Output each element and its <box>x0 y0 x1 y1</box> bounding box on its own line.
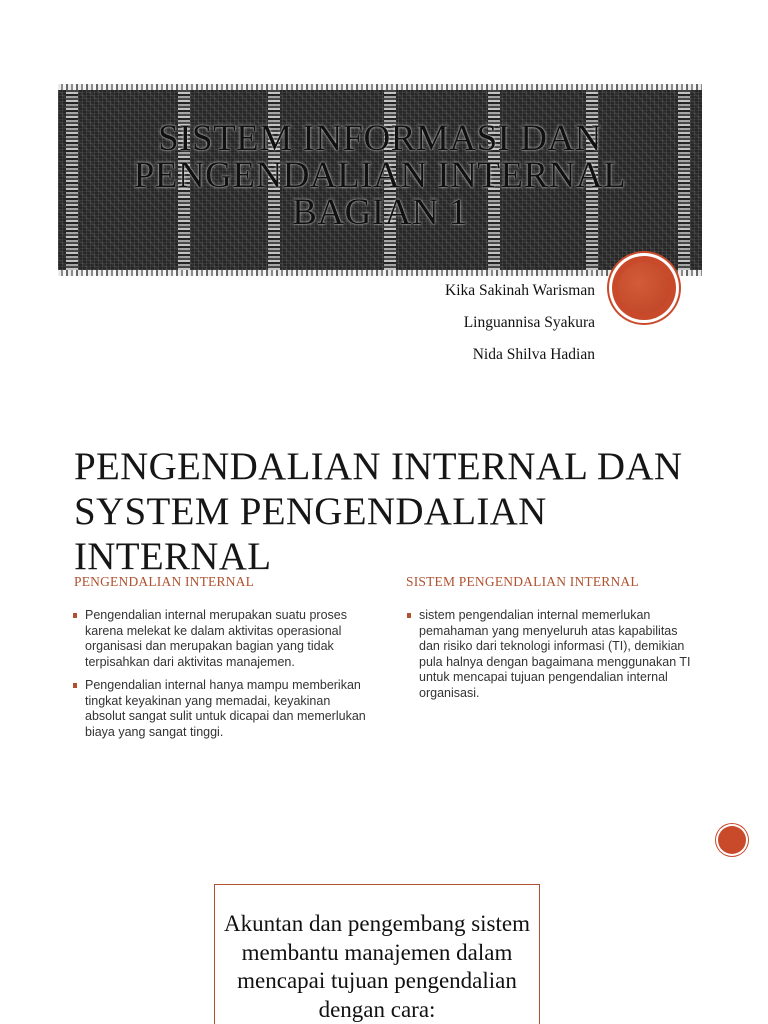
title-banner <box>58 84 702 276</box>
bullet-list-left <box>72 608 372 748</box>
author-list <box>445 281 595 377</box>
text-box <box>214 884 540 1024</box>
bullet-item: sistem pengendalian internal memerlukan pemahaman yang menyeluruh atas kapabilitas dan risiko dari teknologi informasi (TI), demikian pula halnya dengan bagaimana menggunakan TI untuk mencapai tujuan pengendalian internal organisasi. <box>406 608 701 701</box>
column-heading-left: PENGENDALIAN INTERNAL <box>74 574 255 589</box>
slide-pengendalian <box>0 400 768 860</box>
slide-akuntan <box>0 860 768 1024</box>
slide-heading: PENGENDALIAN INTERNAL DAN SYSTEM PENGENDALIAN INTERNAL <box>74 445 683 578</box>
author-name: Nida Shilva Hadian <box>472 346 595 363</box>
bullet-item: Pengendalian internal hanya mampu memberikan tingkat keyakinan yang memadai, keyakinan absolut sangat sulit untuk dicapai dan memerlukan biaya yang sangat tinggi. <box>72 678 372 740</box>
decorative-circle <box>612 256 676 320</box>
bullet-item: Pengendalian internal merupakan suatu proses karena melekat ke dalam aktivitas operasional organisasi dan merupakan bagian yang tidak terpisahkan dari aktivitas manajemen. <box>72 608 372 670</box>
decorative-circle <box>718 826 746 854</box>
author-name: Linguannisa Syakura <box>463 314 595 331</box>
bullet-list-right <box>406 608 701 709</box>
slide-title <box>0 0 768 400</box>
box-text: Akuntan dan pengembang sistem membantu manajemen dalam mencapai tujuan pengendalian dengan cara: <box>224 911 530 1022</box>
presentation-title: SISTEM INFORMASI DAN PENGENDALIAN INTERNAL BAGIAN 1 <box>133 118 627 233</box>
author-name: Kika Sakinah Warisman <box>445 282 595 299</box>
column-heading-right: SISTEM PENGENDALIAN INTERNAL <box>406 574 639 589</box>
